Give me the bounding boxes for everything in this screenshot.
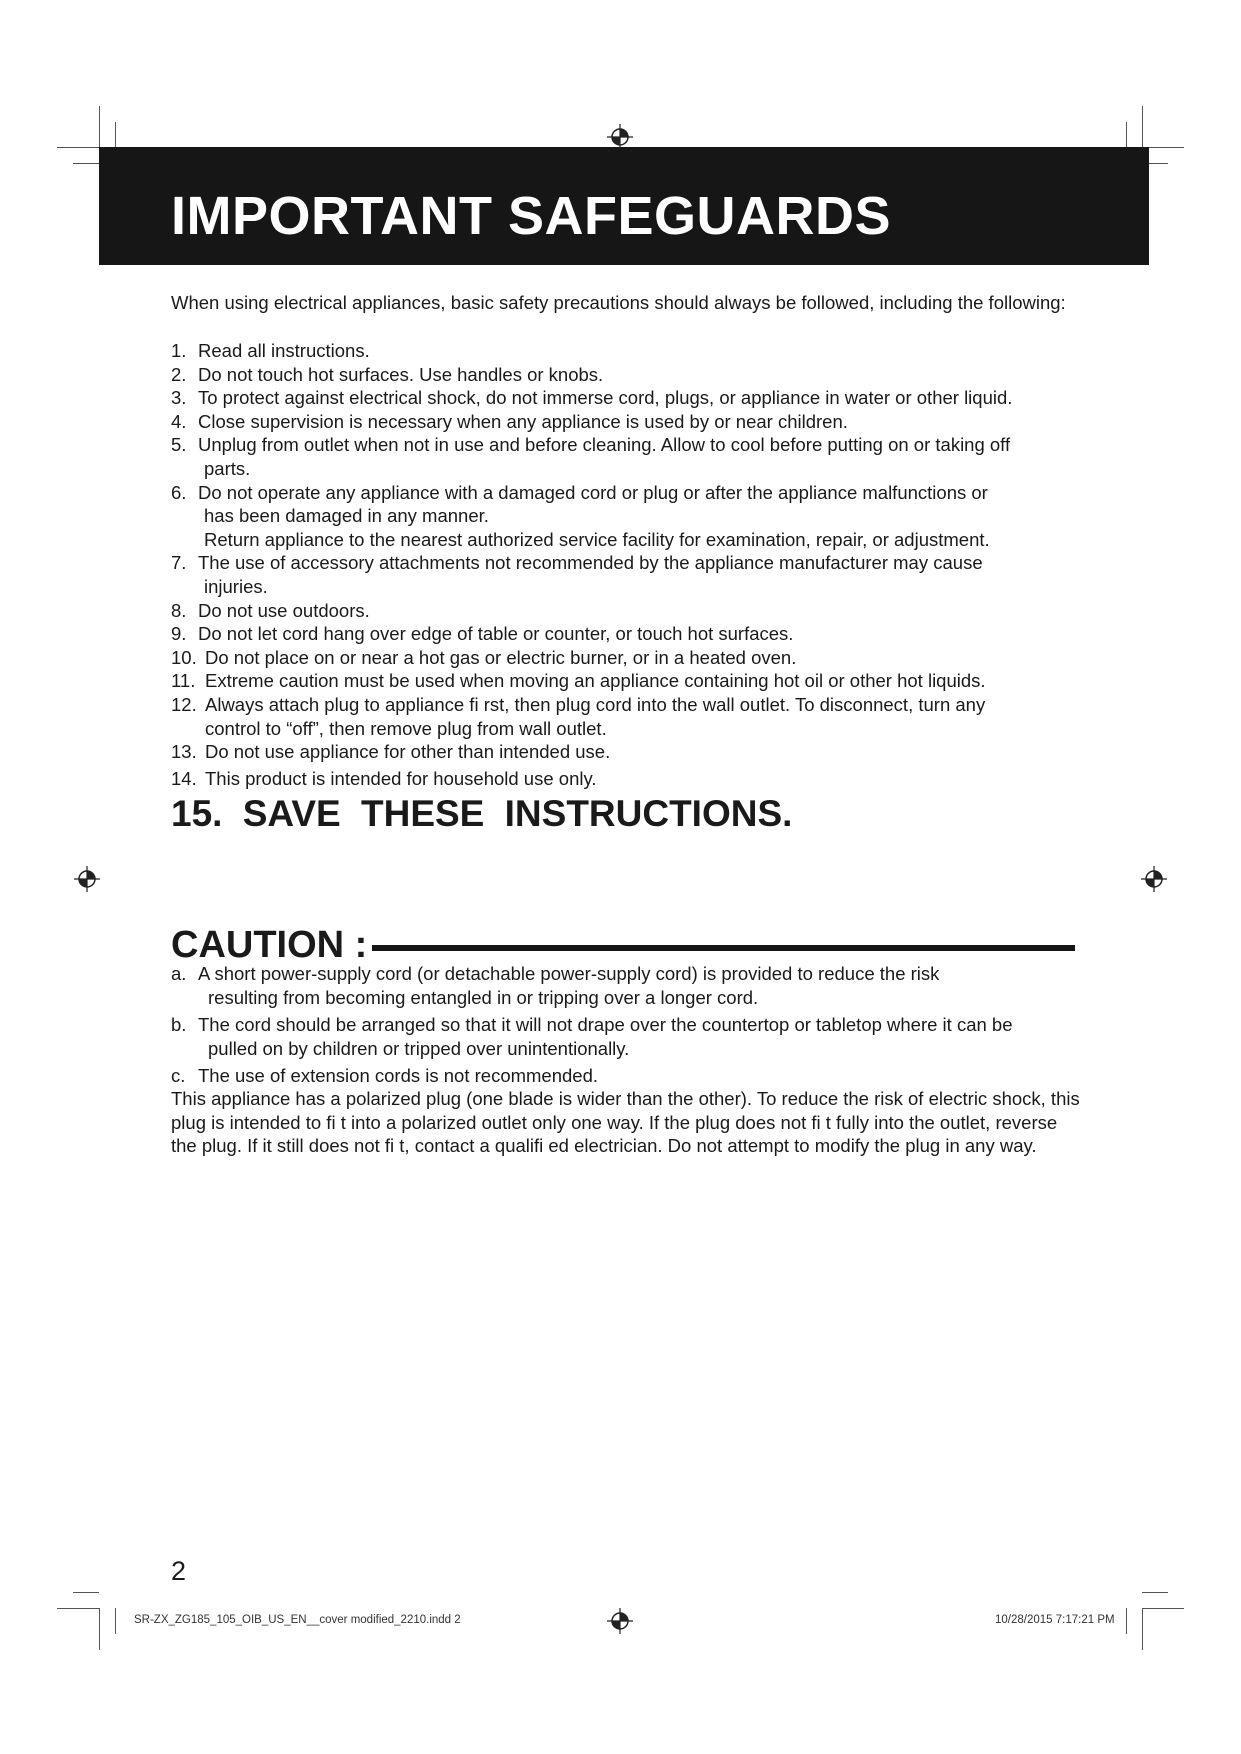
list-item <box>171 1013 1091 1060</box>
item-text: Always attach plug to appliance fi rst, then plug cord into the wall outlet. To disconnect, turn any <box>205 693 986 715</box>
item-text: Extreme caution must be used when moving an appliance containing hot oil or other hot liquids. <box>205 670 986 692</box>
item-text: The use of accessory attachments not recommended by the appliance manufacturer may cause <box>198 552 983 574</box>
list-item <box>171 363 1091 387</box>
list-item <box>171 693 1091 740</box>
item-text-continued: pulled on by children or tripped over unintentionally. <box>208 1037 630 1059</box>
item-text: The cord should be arranged so that it will not drape over the countertop or tabletop where it can be <box>198 1014 1013 1036</box>
list-item <box>171 339 1091 363</box>
crop-mark <box>1126 122 1127 148</box>
safeguards-list <box>171 339 1091 790</box>
item-text: Do not place on or near a hot gas or electric burner, or in a heated oven. <box>205 646 797 668</box>
registration-mark-icon <box>1141 866 1167 892</box>
item-text: The use of extension cords is not recommended. <box>198 1065 599 1087</box>
crop-mark <box>1142 1608 1143 1650</box>
item-number: 3. <box>171 387 187 409</box>
caution-divider <box>372 945 1075 951</box>
item-number: 10. <box>171 646 197 668</box>
polarized-plug-note: This appliance has a polarized plug (one blade is wider than the other). To reduce the risk of electric shock, this plug is intended to fi t into a polarized outlet only one way. If the plug does not fi t fully into the outlet, reverse the plug. If it still does not fi t, contact a qualifi ed electrician. Do not attempt to modify the plug in any way. <box>171 1088 1080 1157</box>
crop-mark <box>57 147 99 148</box>
item-text-continued: parts. <box>204 457 251 479</box>
item-text-continued: has been damaged in any manner. <box>204 505 489 527</box>
caution-heading: CAUTION : <box>171 924 368 966</box>
item-text: This product is intended for household use only. <box>205 767 597 789</box>
crop-mark <box>57 1608 99 1609</box>
item-number: 7. <box>171 552 187 574</box>
item-text: Do not use outdoors. <box>198 599 370 621</box>
list-item <box>171 433 1091 480</box>
crop-mark <box>1126 1608 1127 1634</box>
list-item <box>171 622 1091 646</box>
list-item <box>171 740 1091 764</box>
registration-mark-icon <box>74 866 100 892</box>
item-letter: b. <box>171 1014 187 1036</box>
item-text: Unplug from outlet when not in use and before cleaning. Allow to cool before putting on or taking off <box>198 434 1011 456</box>
item-number: 14. <box>171 767 197 789</box>
crop-mark <box>1142 106 1143 148</box>
crop-mark <box>99 1608 100 1650</box>
list-item <box>171 646 1091 670</box>
item-number: 1. <box>171 340 187 361</box>
item-number: 2. <box>171 363 187 385</box>
crop-mark <box>1142 1608 1184 1609</box>
list-item <box>171 1064 1091 1088</box>
item-number: 11. <box>171 670 196 692</box>
list-item <box>171 669 1091 693</box>
crop-mark <box>73 1592 99 1593</box>
item-number: 12. <box>171 693 197 715</box>
item-number: 8. <box>171 599 187 621</box>
page-title: IMPORTANT SAFEGUARDS <box>171 186 891 246</box>
caution-list <box>171 962 1091 1088</box>
item-text: Do not operate any appliance with a damaged cord or plug or after the appliance malfunctions or <box>198 481 988 503</box>
item-text: To protect against electrical shock, do not immerse cord, plugs, or appliance in water or other liquid. <box>198 387 1013 409</box>
item-text: Do not touch hot surfaces. Use handles or knobs. <box>198 363 604 385</box>
item-text: A short power-supply cord (or detachable power-supply cord) is provided to reduce the risk <box>198 963 940 984</box>
item-number: 4. <box>171 410 187 432</box>
list-item <box>171 386 1091 410</box>
item-text-continued: Return appliance to the nearest authorized service facility for examination, repair, or adjustment. <box>204 528 990 550</box>
item-text: Close supervision is necessary when any appliance is used by or near children. <box>198 410 848 432</box>
crop-mark <box>1142 1592 1168 1593</box>
registration-mark-icon <box>607 1608 633 1634</box>
intro-paragraph: When using electrical appliances, basic safety precautions should always be followed, including the following: <box>171 292 1066 313</box>
crop-mark <box>115 122 116 148</box>
list-item <box>171 410 1091 434</box>
footer-filename: SR-ZX_ZG185_105_OIB_US_EN__cover modified_2210.indd 2 <box>134 1614 461 1626</box>
list-item <box>171 962 1091 1009</box>
item-number: 9. <box>171 623 187 645</box>
item-text: Do not use appliance for other than intended use. <box>205 741 611 763</box>
item-text-continued: control to “off”, then remove plug from wall outlet. <box>205 717 607 739</box>
item-letter: a. <box>171 963 187 984</box>
list-item <box>171 551 1091 598</box>
footer-timestamp: 10/28/2015 7:17:21 PM <box>995 1614 1115 1626</box>
item-letter: c. <box>171 1065 186 1087</box>
item-number: 5. <box>171 434 187 456</box>
page-number: 2 <box>171 1556 187 1586</box>
crop-mark <box>73 163 99 164</box>
list-item <box>171 767 1091 791</box>
crop-mark <box>115 1608 116 1634</box>
item-text-continued: resulting from becoming entangled in or tripping over a longer cord. <box>208 986 759 1008</box>
item-number: 13. <box>171 741 197 763</box>
crop-mark <box>99 106 100 148</box>
item-text-continued: injuries. <box>204 575 268 597</box>
item-text: Read all instructions. <box>198 340 370 361</box>
header-banner <box>99 147 1149 265</box>
save-instructions-heading: 15. SAVE THESE INSTRUCTIONS. <box>171 793 793 834</box>
list-item <box>171 481 1091 552</box>
item-text: Do not let cord hang over edge of table or counter, or touch hot surfaces. <box>198 623 794 645</box>
item-number: 6. <box>171 481 187 503</box>
list-item <box>171 599 1091 623</box>
